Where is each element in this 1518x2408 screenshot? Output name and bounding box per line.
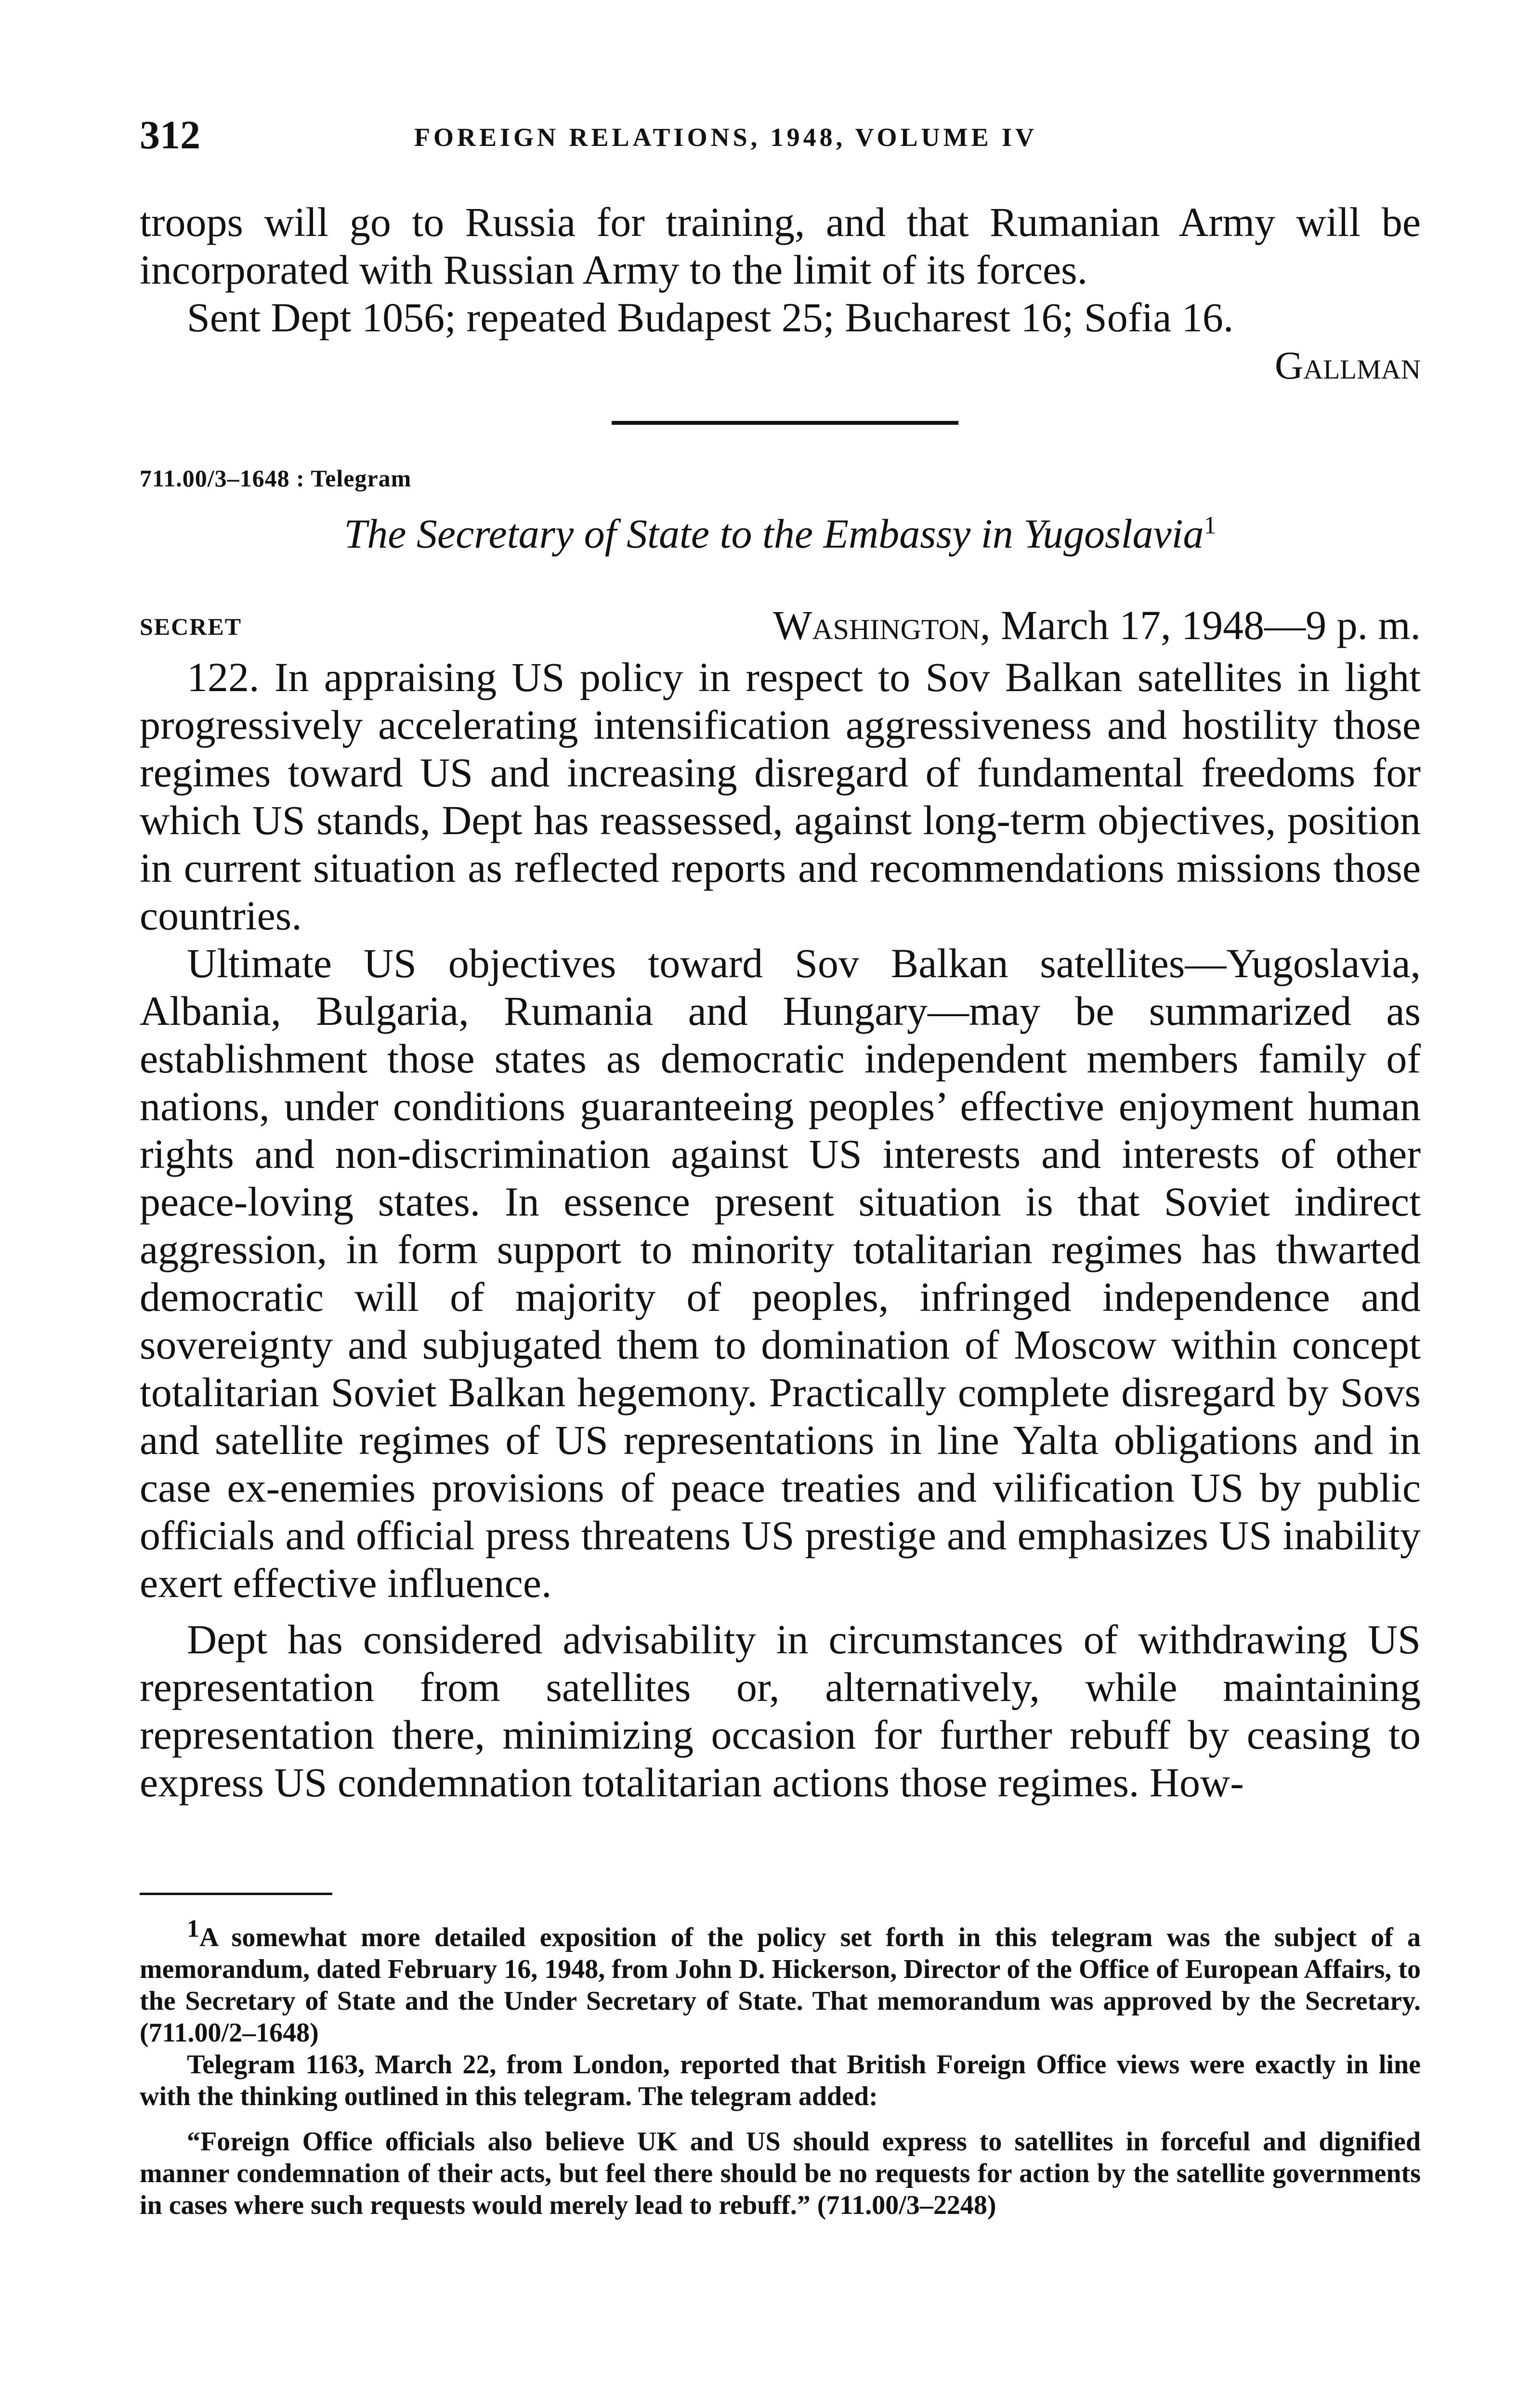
- place-and-date: [773, 601, 1421, 649]
- sent-line: Sent Dept 1056; repeated Budapest 25; Bucharest 16; Sofia 16.: [187, 294, 1234, 340]
- place: Washington: [773, 602, 981, 648]
- footnotes: [140, 1915, 1421, 2221]
- file-reference: 711.00/3–1648 : Telegram: [140, 465, 412, 492]
- footnote-telegram-note: Telegram 1163, March 22, from London, reported that British Foreign Office views were exactly in line with the thinking outlined in this telegram. The telegram added:: [140, 2050, 1421, 2111]
- telegram-body: [140, 654, 1421, 1806]
- footnote-marker: 1: [1204, 511, 1217, 539]
- footnote-quote: “Foreign Office officials also believe UK and US should express to satellites in forceful and dignified manner condemnation of their acts, but feel there should be no requests for action by the satellite governments in cases where such requests would merely lead to rebuff.” (711.00/3–2248): [140, 2127, 1421, 2220]
- running-head: FOREIGN RELATIONS, 1948, VOLUME IV: [414, 123, 1038, 152]
- section-divider: [612, 421, 958, 425]
- document-title-text: The Secretary of State to the Embassy in Yugoslavia: [344, 510, 1204, 557]
- footnote-1-mark: 1: [187, 1915, 199, 1943]
- signature: Gallman: [1274, 343, 1421, 387]
- page-header: [140, 112, 1421, 165]
- continued-text-block: [140, 198, 1421, 389]
- footnote-1-text: A somewhat more detailed exposition of the policy set forth in this telegram was the subject of a memorandum, dated February 16, 1948, from John D. Hickerson, Director of the Office of European Affairs, to the Secretary of State and the Under Secretary of State. That memorandum was approved by the Secretary. (711.00/2–1648): [140, 1923, 1421, 2048]
- classification-label: SECRET: [140, 613, 242, 640]
- paragraph-3: Dept has considered advisability in circumstances of withdrawing US representation from satellites or, alternatively, while maintaining representation there, minimizing occasion for further rebuff by ceasing to express US condemnation totalitarian actions those regimes. How-: [140, 1616, 1421, 1806]
- paragraph-2: Ultimate US objectives toward Sov Balkan satellites—Yugoslavia, Albania, Bulgaria, Rumania and Hungary—may be summarized as establishment those states as democratic independent members family of nations, under conditions guaranteeing peoples’ effective enjoyment human rights and non-discrimination against US interests and interests of other peace-loving states. In essence present situation is that Soviet indirect aggression, in form support to minority totalitarian regimes has thwarted democratic will of majority of peoples, infringed independence and sovereignty and subjugated them to domination of Moscow within concept totalitarian Soviet Balkan hegemony. Practically complete disregard by Sovs and satellite regimes of US representations in line Yalta obligations and in case ex-enemies provisions of peace treaties and vilification US by public officials and official press threatens US prestige and emphasizes US inability exert effective influence.: [140, 940, 1421, 1606]
- dateline: [140, 601, 1421, 649]
- document-title: [140, 510, 1421, 558]
- date: , March 17, 1948—9 p. m.: [980, 602, 1421, 648]
- continued-paragraph: troops will go to Russia for training, and that Rumanian Army will be incorporated with Russian Army to the limit of its forces.: [140, 199, 1421, 293]
- footnote-divider: [140, 1893, 332, 1895]
- page-number: 312: [140, 113, 200, 157]
- footnote-1: [140, 1915, 1421, 2049]
- paragraph-1: 122. In appraising US policy in respect to Sov Balkan satellites in light progressively accelerating intensification aggressiveness and hostility those regimes toward US and increasing disregard of fundamental freedoms for which US stands, Dept has reassessed, against long-term objectives, position in current situation as reflected reports and recommendations missions those countries.: [140, 654, 1421, 939]
